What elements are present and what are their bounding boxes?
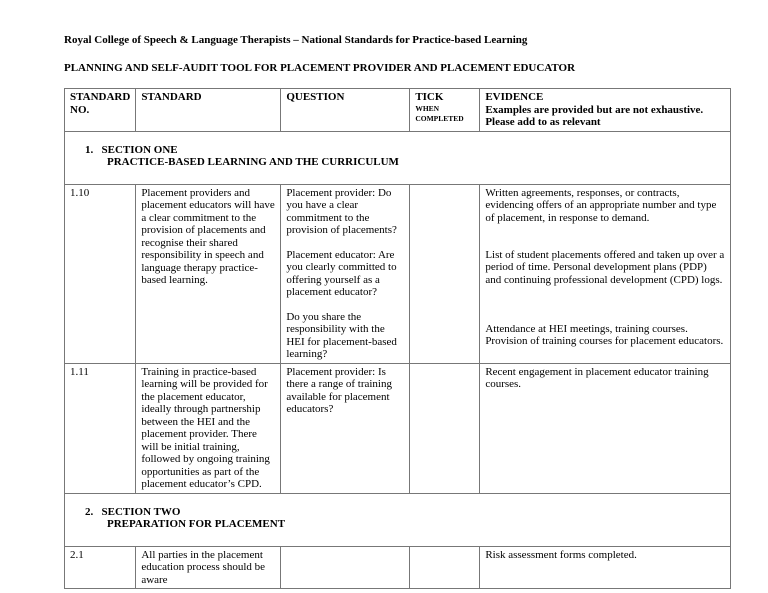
standard-text: Placement providers and placement educators will have a clear commitment to the provision of placements and recognise their shared responsibility in speech and language therapy practice-based learning. <box>136 184 281 363</box>
question: Placement educator: Are you clearly committed to offering yourself as a placement educator? <box>286 248 397 298</box>
org-line: Royal College of Speech & Language Therapists – National Standards for Practice-based Learning <box>64 34 528 46</box>
evidence: Written agreements, responses, or contracts, evidencing offers of an appropriate number and type of placement, in response to demand. <box>485 186 717 224</box>
col-std-no: STANDARD NO. <box>65 89 136 132</box>
std-no: 1.11 <box>65 363 136 493</box>
col-standard: STANDARD <box>136 89 281 132</box>
section-title: SECTION TWO <box>101 505 181 518</box>
evidence: Attendance at HEI meetings, training courses. Provision of training courses for placement educators. <box>485 322 724 347</box>
evidence: Risk assessment forms completed. <box>480 546 731 589</box>
section-row <box>65 131 731 184</box>
col-question: QUESTION <box>281 89 410 132</box>
std-no: 2.1 <box>65 546 136 589</box>
section-row <box>65 493 731 546</box>
question: Placement provider: Is there a range of training available for placement educators? <box>281 363 410 493</box>
section-number: 1. <box>85 143 94 156</box>
evidence: Recent engagement in placement educator training courses. <box>480 363 731 493</box>
standard-text: Training in practice-based learning will be provided for the placement educator, ideally through partnership between the HEI and the placement provider. There will be initial training, followed by ongoing training opportunities as part of the placement educator’s CPD. <box>136 363 281 493</box>
tick-sub: WHEN COMPLETED <box>415 103 464 123</box>
question: Do you share the responsibility with the HEI for placement-based learning? <box>286 310 397 360</box>
evidence-sub: Examples are provided but are not exhaustive. Please add to as relevant <box>485 103 704 128</box>
col-evidence <box>480 89 731 132</box>
evidence-label: EVIDENCE <box>485 91 544 103</box>
question: Placement provider: Do you have a clear commitment to the provision of placements? <box>286 186 397 236</box>
tick-label: TICK <box>415 91 444 103</box>
question-cell <box>281 184 410 363</box>
audit-table <box>64 88 731 589</box>
standard-text: All parties in the placement education process should be aware <box>136 546 281 589</box>
evidence-cell <box>480 184 731 363</box>
tick-cell[interactable] <box>410 546 480 589</box>
col-tick <box>410 89 480 132</box>
tick-cell[interactable] <box>410 363 480 493</box>
table-header-row <box>65 89 731 132</box>
question <box>281 546 410 589</box>
std-no: 1.10 <box>65 184 136 363</box>
table-row <box>65 363 731 493</box>
tick-cell[interactable] <box>410 184 480 363</box>
tool-title: PLANNING AND SELF-AUDIT TOOL FOR PLACEMENT PROVIDER AND PLACEMENT EDUCATOR <box>64 62 576 74</box>
section-subtitle: PRACTICE-BASED LEARNING AND THE CURRICULUM <box>107 156 399 168</box>
table-row <box>65 184 731 363</box>
section-subtitle: PREPARATION FOR PLACEMENT <box>107 518 286 530</box>
table-row <box>65 546 731 589</box>
section-number: 2. <box>85 505 94 518</box>
evidence: List of student placements offered and taken up over a period of time. Personal development plans (PDP) and continuing professional development (CPD) logs. <box>485 248 725 286</box>
section-title: SECTION ONE <box>101 143 178 156</box>
